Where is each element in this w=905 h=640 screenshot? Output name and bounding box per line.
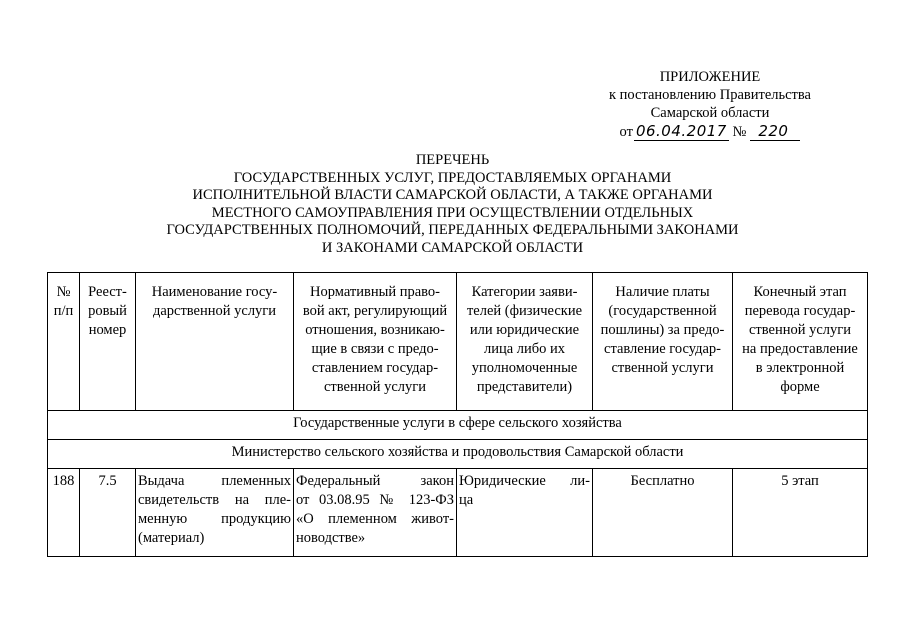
header-applicant-category: Категории заяви- телей (физические или юридические лица либо их уполномоченные представители): [457, 273, 593, 411]
row-registry: 7.5: [80, 469, 136, 557]
section-row: [48, 411, 868, 440]
number-sign: №: [732, 124, 747, 140]
header-fee: Наличие платы (государственной пошлины) за предо- ставление государ- ственной услуги: [593, 273, 733, 411]
row-service-name: Выдача племенных свидетельств на пле- менную продукцию (материал): [136, 469, 294, 557]
row-applicant-category: Юридические ли- ца: [457, 469, 593, 557]
row-number: 188: [48, 469, 80, 557]
appendix-region-line: Самарской области: [650, 105, 770, 121]
header-service-name: Наименование госу- дарственной услуги: [136, 273, 294, 411]
title-line: ПЕРЕЧЕНЬ: [415, 152, 490, 168]
title-line: И ЗАКОНАМИ САМАРСКОЙ ОБЛАСТИ: [321, 239, 584, 256]
appendix-resolution-line: к постановлению Правительства: [609, 87, 811, 103]
header-number: № п/п: [48, 273, 80, 411]
row-fee: Бесплатно: [593, 469, 733, 557]
ministry-row: [48, 440, 868, 469]
title-line: ГОСУДАРСТВЕННЫХ ПОЛНОМОЧИЙ, ПЕРЕДАННЫХ ФЕДЕРАЛЬНЫМИ ЗАКОНАМИ: [166, 222, 739, 239]
ministry-title: Министерство сельского хозяйства и продовольствия Самарской области: [48, 440, 868, 469]
handwritten-date: 06.04.2017: [635, 122, 727, 140]
title-line: МЕСТНОГО САМОУПРАВЛЕНИЯ ПРИ ОСУЩЕСТВЛЕНИИ ОТДЕЛЬНЫХ: [211, 204, 694, 221]
row-electronic-stage: 5 этап: [733, 469, 868, 557]
header-legal-act: Нормативный право- вой акт, регулирующий отношения, возникаю- щие в связи с предо- ставлением государ- ственной услуги: [294, 273, 457, 411]
from-prefix: от: [619, 124, 633, 140]
row-legal-act: Федеральный закон от 03.08.95 № 123-ФЗ «О племенном живот- новодстве»: [294, 469, 457, 557]
appendix-heading: ПРИЛОЖЕНИЕ: [659, 69, 761, 85]
table-header-row: [48, 273, 868, 411]
title-line: ГОСУДАРСТВЕННЫХ УСЛУГ, ПРЕДОСТАВЛЯЕМЫХ ОРГАНАМИ: [233, 169, 672, 186]
appendix-block: [560, 68, 860, 141]
header-registry: Реест- ровый номер: [80, 273, 136, 411]
table-row: [48, 469, 868, 557]
section-title: Государственные услуги в сфере сельского хозяйства: [48, 411, 868, 440]
document-title: [0, 152, 905, 258]
services-table: [47, 272, 868, 557]
handwritten-number: 220: [750, 122, 800, 141]
title-line: ИСПОЛНИТЕЛЬНОЙ ВЛАСТИ САМАРСКОЙ ОБЛАСТИ, А ТАКЖЕ ОРГАНАМИ: [192, 187, 713, 204]
header-electronic-stage: Конечный этап перевода государ- ственной услуги на предоставление в электронной форме: [733, 273, 868, 411]
appendix-date-number-line: [560, 122, 860, 141]
